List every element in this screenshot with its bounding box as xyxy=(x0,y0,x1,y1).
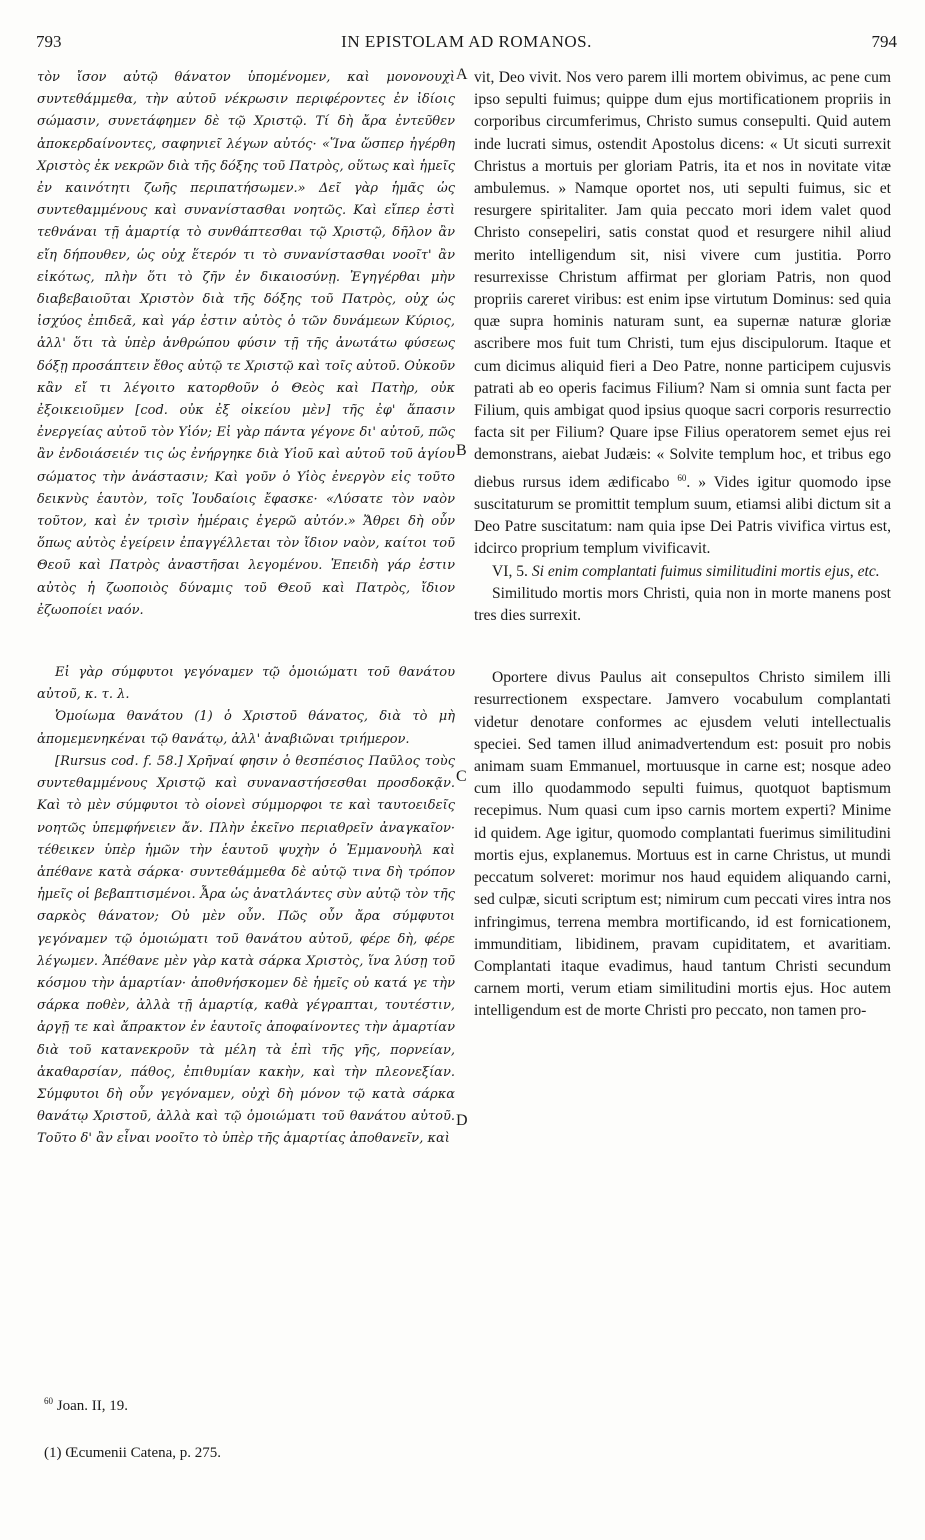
greek-column xyxy=(37,67,455,1151)
latin-lemma-text: Si enim complantati fuimus similitudini mortis ejus, etc. xyxy=(531,562,880,580)
running-title: IN EPISTOLAM AD ROMANOS. xyxy=(341,32,592,51)
marker-b: B xyxy=(456,442,467,459)
footnote-ref: 60 xyxy=(677,472,687,483)
latin-paragraph-1 xyxy=(474,67,891,561)
latin-paragraph-3: Oportere divus Paulus ait consepultos Christo similem illi resurrectionem exspectare. Jamvero vocabulum complantati videtur denotare conformes ac ejusdem veluti intellectualis speciei. Sed tamen illud animadvertendum est: posuit pro nobis animam suam Emmanuel, mortuusque in carne est; nosque adeo cum illo quodammodo sepulti fuimus, quotquot baptismum recepimus. Num quasi cum ipso carnis mortem experti? Minime id quidem. Age igitur, quomodo complantati fuerimus similitudini mortis ejus, explanemus. Mortuus est in carne Christus, ut mundi peccatum solveret: morimur nos haud equidem aliquando carni, sed culpæ, sicuti scriptum est; nimirum cum peccati vires intra nos infringimus, terrena membra mortificando, id est fornicationem, immunditiam, libidinem, pravam cupiditatem, et avaritiam. Complantati itaque evadimus, haud tantum Christi secundum carnem morti, verum etiam similitudini mortis ejus. Hoc autem intelligendum est de morte Christi pro peccato, non tamen pro- xyxy=(474,669,891,1020)
page-header xyxy=(36,32,897,60)
greek-paragraph-2: Ὁμοίωμα θανάτου (1) ὁ Χριστοῦ θάνατος, διὰ τὸ μὴ ἀπομεμενηκέναι τῷ θανάτῳ, ἀλλ' ἀναβιῶναι τριήμερον. xyxy=(37,709,455,747)
marker-c: C xyxy=(456,768,467,785)
page-number-right: 794 xyxy=(871,32,897,51)
marker-d: D xyxy=(456,1112,468,1129)
latin-paragraph-1-text: vit, Deo vivit. Nos vero parem illi mortem obivimus, ac pene cum ipso sepulti fuimus; quippe dum ejus mortificationem propriis in corporibus circumferimus, Christo sumus consepulti. Quid autem inde lucrati simus, ostendit Apostolus dicens: « Ut sicuti surrexit Christus a mortuis per gloriam Patris, ita et nos in novitate vitæ ambulemus. » Namque oportet nos, uti sepulti fuimus, sic et resurgere spiritaliter. Jam quia peccato mori idem valet quod Christo consepeliri, satis constat quod et resurgere nihil aliud merito intelligendum sit, nisi vivere cum justitia. Porro resurrexisse Christum affirmat per gloriam Patris, non quod propriis careret viribus: est enim ipse virtutum Dominus: sed quia quæ supra hominis naturam sunt, ea supernæ naturæ gloriæ ascribere mos fuit tum Christi, tum ejus discipulorum. Itaque et cum dicimus aliquid fieri a Deo Patre, nonne participem cujusvis patrati ab eo operis facimus Filium? Nam si omnia sunt facta per Filium, quis ambigat quod ipsius quoque sacri corporis resurrectio facta sit per Filium? Quare ipse Filius operatorem semet ejus rei demonstrans, aiebat Judæis: « Solvite templum hoc, et tribus ego diebus rursus idem ædificabo xyxy=(474,69,891,491)
latin-lemma xyxy=(474,561,891,583)
greek-paragraph-1: τὸν ἴσον αὐτῷ θάνατον ὑπομένομεν, καὶ μονονουχὶ συντεθάμμεθα, τὴν αὐτοῦ νέκρωσιν περιφέροντες ἐν ἰδίοις σώμασιν, συνετάφημεν δὲ τῷ Χριστῷ. Τί δὴ ἄρα ἐντεῦθεν ἀποκερδαίνοντες, σαφηνιεῖ λέγων αὐτός· «Ἵνα ὥσπερ ἠγέρθη Χριστὸς ἐκ νεκρῶν διὰ τῆς δόξης τοῦ Πατρὸς, οὕτως καὶ ἡμεῖς ἐν καινότητι ζωῆς περιπατήσωμεν.» Δεῖ γὰρ ἡμᾶς ὡς συντεθαμμένους καὶ συνανίστασθαι νοητῶς. Καὶ εἴπερ ἐστὶ τεθνάναι τῇ ἁμαρτίᾳ τὸ συνθάπτεσθαι τῷ Χριστῷ, δῆλον ἂν εἴη δήπουθεν, ὡς οὐχ ἕτερόν τι τὸ συνανίστασθαι νοοῖτ' ἂν εἰκότως, πλὴν ὅτι τὸ ζῆν ἐν δικαιοσύνῃ. Ἐγηγέρθαι μὴν διαβεβαιοῦται Χριστὸν διὰ τῆς δόξης τοῦ Πατρὸς, οὐχ ὡς ἰσχύος ἐπιδεᾶ, καὶ γάρ ἐστιν αὐτὸς ὁ τῶν δυνάμεων Κύριος, ἀλλ' ὅτι τὰ ὑπὲρ ἀνθρώπου φύσιν τῇ τῆς ἀνωτάτω φύσεως δόξῃ προσάπτειν ἔθος αὐτῷ τε Χριστῷ καὶ τοῖς αὐτοῦ. Οὐκοῦν κἂν εἴ τι λέγοιτο κατορθοῦν ὁ Θεὸς καὶ Πατὴρ, οὐκ ἐξοικειοῦμεν [cod. οὐκ ἐξ οἰκείου μὲν] τῆς ἐφ' ἅπασιν ἐνεργείας αὐτοῦ τὸν Υἱόν; Εἰ γὰρ πάντα γέγονε δι' αὐτοῦ, πῶς ἂν ἐνδοιάσειέν τις ὡς ἐνήργηκε διὰ Υἱοῦ καὶ αὐτοῦ τοῦ ἁγίου σώματος τὴν ἀνάστασιν; Καὶ γοῦν ὁ Υἱὸς ἐνεργὸν εἰς τοῦτο δεικνὺς ἑαυτὸν, τοῖς Ἰουδαίοις ἔφασκε· «Λύσατε τὸν ναὸν τοῦτον, καὶ ἐν τρισὶν ἡμέραις ἐγερῶ αὐτόν.» Ἄθρει δὴ οὖν ὅπως αὐτὸς ἐγείρειν ἐπαγγέλλεται τὸν ἴδιον ναὸν, καίτοι τοῦ Θεοῦ καὶ Πατρὸς ἀναστῆσαι λεγομένου. Ἐπειδὴ γάρ ἐστιν αὐτὸς ἡ ζωοποιὸς δύναμις τοῦ Θεοῦ καὶ Πατρὸς, ἴδιον ἐζωοποίει ναόν. xyxy=(37,70,455,618)
latin-lemma-ref: VI, 5. xyxy=(492,562,528,580)
page-number-left: 793 xyxy=(36,32,62,51)
latin-paragraph-1-end: . » Vides igitur quomodo ipse suscitaturum se promittit templum suum, etiamsi alibi dictum sit a Deo Patre suscitatum: nam quia ipse Dei Patris vivifica virtus est, idcirco proprium templum vivificavit. xyxy=(474,473,891,558)
marker-a: A xyxy=(456,66,468,83)
greek-lemma: Εἰ γὰρ σύμφυτοι γεγόναμεν τῷ ὁμοιώματι τοῦ θανάτου αὐτοῦ, κ. τ. λ. xyxy=(37,665,455,703)
greek-paragraph-3: [Rursus cod. f. 58.] Χρῆναί φησιν ὁ θεσπέσιος Παῦλος τοὺς συντεθαμμένους Χριστῷ καὶ συναναστήσεσθαι προσδοκᾷν. Καὶ τὸ μὲν σύμφυτοι τὸ οἱονεὶ σύμμορφοι τε καὶ ταυτοειδεῖς νοητῶς ὑπεμφήνειεν ἄν. Πλὴν ἐκεῖνο περιαθρεῖν ἀναγκαῖον· τέθεικεν ὑπὲρ ἡμῶν τὴν ἑαυτοῦ ψυχὴν ὁ Ἐμμανουὴλ καὶ ἀπέθανε κατὰ σάρκα· συντεθάμμεθα δὲ αὐτῷ τινα δὴ τρόπον ἡμεῖς οἱ βεβαπτισμένοι. Ἆρα ὡς ἀνατλάντες σὺν αὐτῷ τὸν τῆς σαρκὸς θάνατον; Οὐ μὲν οὖν. Πῶς οὖν ἄρα σύμφυτοι γεγόναμεν τῷ ὁμοιώματι τοῦ θανάτου αὐτοῦ, φέρε δὴ, φέρε λέγωμεν. Ἀπέθανε μὲν γὰρ κατὰ σάρκα Χριστὸς, ἵνα λύσῃ τοῦ κόσμου τὴν ἁμαρτίαν· ἀποθνήσκομεν δὲ ἡμεῖς οὐ κατά γε τὴν σάρκα ποθὲν, ἀλλὰ τῇ ἁμαρτίᾳ, καθὰ γέγραπται, τουτέστιν, ἀργῇ τε καὶ ἄπρακτον ἐν ἑαυτοῖς ἀποφαίνοντες τὴν ἁμαρτίαν διὰ τοῦ κατανεκροῦν τὰ μέλη τὰ ἐπὶ τῆς γῆς, πορνείαν, ἀκαθαρσίαν, πάθος, ἐπιθυμίαν κακὴν, καὶ τὴν πλεονεξίαν. Σύμφυτοι δὴ οὖν γεγόναμεν, οὐχὶ δὴ μόνον τῷ κατὰ σάρκα θανάτῳ Χριστοῦ, ἀλλὰ καὶ τῷ ὁμοιώματι τοῦ θανάτου αὐτοῦ. Τοῦτο δ' ἂν εἶναι νοοῖτο τὸ ὑπὲρ τῆς ἁμαρτίας ἀποθανεῖν, καὶ xyxy=(37,753,455,1147)
footnote-1: (1) Œcumenii Catena, p. 275. xyxy=(44,1445,222,1461)
footnote-60 xyxy=(44,1396,444,1415)
latin-column xyxy=(474,67,891,1023)
latin-paragraph-2: Similitudo mortis mors Christi, quia non in morte manens post tres dies surrexit. xyxy=(474,584,891,625)
footnote-60-number: 60 xyxy=(44,1396,53,1406)
footnotes xyxy=(44,1396,444,1462)
footnote-60-text: Joan. II, 19. xyxy=(56,1398,128,1414)
